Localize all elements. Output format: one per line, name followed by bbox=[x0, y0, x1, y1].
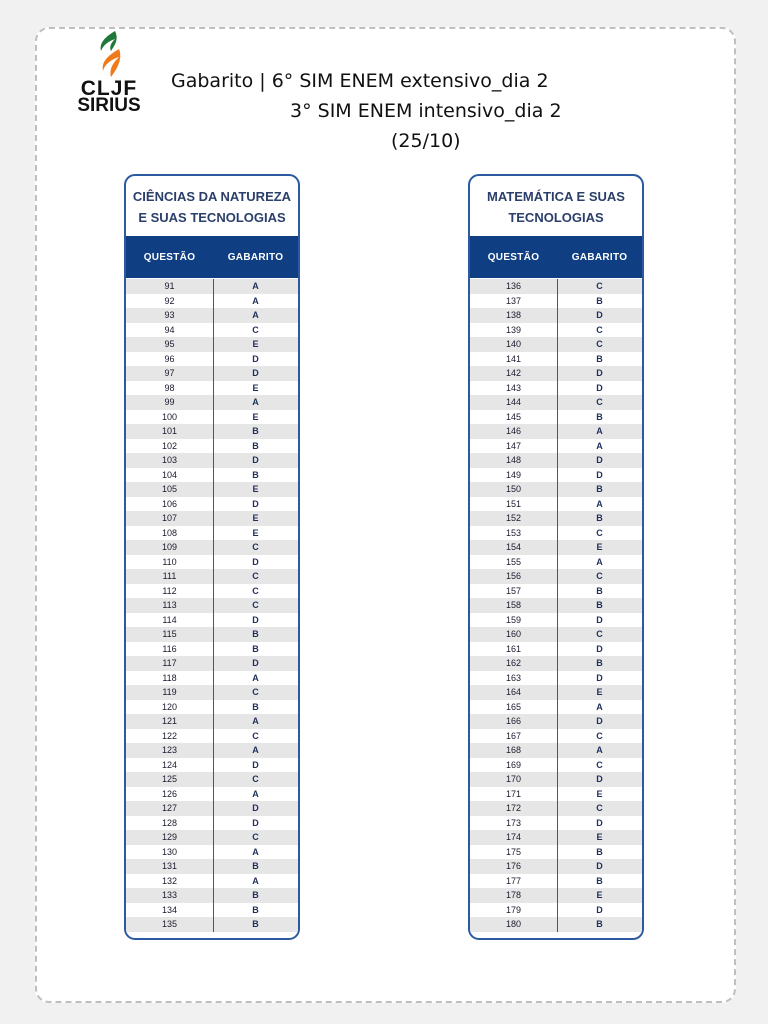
answer-letter: C bbox=[252, 600, 259, 611]
answer-letter: C bbox=[252, 687, 259, 698]
answer-letter: B bbox=[596, 484, 603, 495]
question-number: 92 bbox=[164, 295, 175, 306]
table-row bbox=[126, 830, 298, 845]
table-row bbox=[126, 439, 298, 454]
table-row bbox=[470, 671, 642, 686]
answer-letter: E bbox=[252, 527, 259, 538]
table-row bbox=[470, 743, 642, 758]
answer-letter: B bbox=[596, 411, 603, 422]
table-row bbox=[470, 772, 642, 787]
answer-letter: B bbox=[596, 658, 603, 669]
answer-letter: D bbox=[252, 614, 259, 625]
logo-text-sirius: SIRIUS bbox=[77, 95, 141, 116]
answer-letter: B bbox=[252, 861, 259, 872]
answer-letter: D bbox=[252, 353, 259, 364]
question-number: 170 bbox=[505, 774, 522, 785]
page-title-line2: 3° SIM ENEM intensivo_dia 2 bbox=[290, 100, 562, 122]
answer-letter: D bbox=[252, 498, 259, 509]
answer-letter: A bbox=[252, 745, 259, 756]
answer-letter: D bbox=[596, 643, 603, 654]
table-title-line2: TECNOLOGIAS bbox=[508, 210, 604, 225]
table-row bbox=[126, 685, 298, 700]
table-row bbox=[470, 627, 642, 642]
question-number: 157 bbox=[505, 585, 522, 596]
table-row bbox=[126, 352, 298, 367]
table-row bbox=[126, 453, 298, 468]
question-number: 119 bbox=[162, 687, 177, 698]
question-number: 102 bbox=[161, 440, 178, 451]
answer-key-sheet bbox=[35, 27, 736, 1003]
table-title-line1: MATEMÁTICA E SUAS bbox=[487, 189, 625, 204]
answer-table-matematica bbox=[468, 174, 644, 940]
question-number: 95 bbox=[164, 339, 175, 350]
question-number: 135 bbox=[161, 919, 178, 930]
answer-letter: C bbox=[252, 832, 259, 843]
answer-letter: B bbox=[596, 585, 603, 596]
table-row bbox=[470, 323, 642, 338]
answer-letter: A bbox=[596, 556, 603, 567]
question-number: 167 bbox=[505, 730, 522, 741]
question-number: 177 bbox=[505, 875, 522, 886]
question-number: 172 bbox=[505, 803, 522, 814]
table-row bbox=[470, 395, 642, 410]
answer-letter: A bbox=[596, 426, 603, 437]
answer-letter: C bbox=[596, 281, 603, 292]
table-row bbox=[126, 468, 298, 483]
answer-letter: D bbox=[252, 455, 259, 466]
answer-letter: A bbox=[596, 498, 603, 509]
answer-letter: D bbox=[252, 556, 259, 567]
table-row bbox=[470, 613, 642, 628]
question-number: 152 bbox=[505, 513, 522, 524]
question-number: 140 bbox=[505, 339, 522, 350]
answer-letter: E bbox=[252, 339, 259, 350]
table-row bbox=[470, 859, 642, 874]
question-number: 173 bbox=[505, 817, 522, 828]
answer-letter: A bbox=[596, 440, 603, 451]
question-number: 98 bbox=[164, 382, 175, 393]
answer-letter: D bbox=[596, 368, 603, 379]
column-header-gabarito: GABARITO bbox=[227, 251, 284, 263]
answer-letter: C bbox=[252, 585, 259, 596]
table-row bbox=[470, 410, 642, 425]
table-row bbox=[126, 787, 298, 802]
question-number: 156 bbox=[505, 571, 522, 582]
table-row bbox=[126, 772, 298, 787]
answer-letter: C bbox=[596, 571, 603, 582]
answer-letter: C bbox=[596, 397, 603, 408]
table-row bbox=[470, 424, 642, 439]
question-number: 121 bbox=[161, 716, 178, 727]
answer-letter: B bbox=[252, 904, 259, 915]
answer-letter: B bbox=[596, 353, 603, 364]
table-row bbox=[126, 845, 298, 860]
question-number: 113 bbox=[162, 600, 177, 611]
question-number: 105 bbox=[161, 484, 178, 495]
table-row bbox=[126, 598, 298, 613]
question-number: 99 bbox=[164, 397, 175, 408]
question-number: 118 bbox=[162, 672, 177, 683]
question-number: 168 bbox=[505, 745, 522, 756]
answer-letter: E bbox=[596, 788, 603, 799]
answer-letter: A bbox=[252, 310, 259, 321]
question-number: 117 bbox=[162, 658, 177, 669]
answer-letter: A bbox=[252, 875, 259, 886]
answer-letter: E bbox=[252, 411, 259, 422]
question-number: 164 bbox=[505, 687, 522, 698]
table-row bbox=[470, 917, 642, 932]
question-number: 93 bbox=[164, 310, 175, 321]
table-row bbox=[126, 584, 298, 599]
question-number: 126 bbox=[161, 788, 178, 799]
question-number: 166 bbox=[505, 716, 522, 727]
answer-letter: C bbox=[596, 324, 603, 335]
answer-letter: B bbox=[252, 440, 259, 451]
question-number: 132 bbox=[161, 875, 178, 886]
answer-letter: C bbox=[596, 730, 603, 741]
answer-letter: E bbox=[596, 687, 603, 698]
question-number: 143 bbox=[505, 382, 522, 393]
table-row bbox=[470, 294, 642, 309]
table-row bbox=[126, 395, 298, 410]
table-row bbox=[470, 729, 642, 744]
answer-letter: D bbox=[252, 368, 259, 379]
table-row bbox=[470, 337, 642, 352]
answer-letter: A bbox=[252, 281, 259, 292]
question-number: 171 bbox=[505, 788, 522, 799]
question-number: 165 bbox=[505, 701, 522, 712]
table-row bbox=[470, 497, 642, 512]
question-number: 180 bbox=[505, 919, 522, 930]
table-row bbox=[470, 308, 642, 323]
answer-letter: D bbox=[596, 904, 603, 915]
question-number: 97 bbox=[164, 368, 175, 379]
table-row bbox=[126, 656, 298, 671]
question-number: 154 bbox=[505, 542, 522, 553]
answer-letter: B bbox=[252, 643, 259, 654]
answer-letter: B bbox=[252, 629, 259, 640]
table-title-line2: E SUAS TECNOLOGIAS bbox=[138, 210, 286, 225]
table-row bbox=[126, 497, 298, 512]
question-number: 149 bbox=[505, 469, 522, 480]
answer-letter: D bbox=[596, 861, 603, 872]
table-row bbox=[126, 308, 298, 323]
answer-letter: C bbox=[252, 730, 259, 741]
question-number: 120 bbox=[161, 701, 178, 712]
question-number: 160 bbox=[505, 629, 522, 640]
table-row bbox=[470, 366, 642, 381]
table-row bbox=[126, 627, 298, 642]
table-row bbox=[470, 468, 642, 483]
table-row bbox=[470, 526, 642, 541]
question-number: 101 bbox=[161, 426, 178, 437]
table-row bbox=[126, 337, 298, 352]
table-row bbox=[126, 323, 298, 338]
table-row bbox=[126, 917, 298, 932]
table-row bbox=[126, 410, 298, 425]
answer-letter: D bbox=[252, 803, 259, 814]
answer-letter: A bbox=[252, 295, 259, 306]
answer-letter: C bbox=[596, 803, 603, 814]
question-number: 133 bbox=[161, 890, 178, 901]
answer-letter: A bbox=[252, 397, 259, 408]
table-row bbox=[470, 845, 642, 860]
table-row bbox=[126, 482, 298, 497]
question-number: 138 bbox=[505, 310, 522, 321]
question-number: 148 bbox=[505, 455, 522, 466]
table-row bbox=[470, 700, 642, 715]
table-title bbox=[126, 176, 298, 236]
answer-letter: B bbox=[252, 426, 259, 437]
table-row bbox=[470, 511, 642, 526]
question-number: 161 bbox=[505, 643, 522, 654]
question-number: 127 bbox=[161, 803, 178, 814]
answer-letter: E bbox=[596, 832, 603, 843]
question-number: 124 bbox=[161, 759, 178, 770]
question-number: 146 bbox=[505, 426, 522, 437]
question-number: 110 bbox=[162, 556, 177, 567]
question-number: 158 bbox=[505, 600, 522, 611]
question-number: 174 bbox=[505, 832, 522, 843]
question-number: 163 bbox=[505, 672, 522, 683]
question-number: 114 bbox=[162, 614, 177, 625]
question-number: 176 bbox=[505, 861, 522, 872]
question-number: 136 bbox=[505, 281, 522, 292]
table-row bbox=[126, 888, 298, 903]
table-row bbox=[470, 555, 642, 570]
table-row bbox=[126, 874, 298, 889]
table-row bbox=[126, 671, 298, 686]
answer-letter: D bbox=[596, 310, 603, 321]
table-row bbox=[470, 714, 642, 729]
question-number: 151 bbox=[505, 498, 522, 509]
table-row bbox=[126, 729, 298, 744]
question-number: 104 bbox=[161, 469, 178, 480]
question-number: 145 bbox=[505, 411, 522, 422]
table-row bbox=[470, 540, 642, 555]
question-number: 94 bbox=[164, 324, 175, 335]
question-number: 175 bbox=[505, 846, 522, 857]
table-row bbox=[470, 642, 642, 657]
table-row bbox=[470, 381, 642, 396]
question-number: 131 bbox=[161, 861, 178, 872]
answer-letter: E bbox=[252, 484, 259, 495]
table-row bbox=[470, 685, 642, 700]
answer-letter: A bbox=[252, 846, 259, 857]
question-number: 142 bbox=[505, 368, 522, 379]
question-number: 122 bbox=[161, 730, 178, 741]
question-number: 106 bbox=[161, 498, 178, 509]
answer-letter: B bbox=[252, 469, 259, 480]
table-row bbox=[470, 352, 642, 367]
answer-letter: E bbox=[596, 890, 603, 901]
table-row bbox=[470, 598, 642, 613]
question-number: 128 bbox=[161, 817, 178, 828]
question-number: 96 bbox=[164, 353, 175, 364]
answer-letter: B bbox=[596, 846, 603, 857]
table-row bbox=[470, 439, 642, 454]
logo-text-cljf: CLJF bbox=[80, 77, 138, 100]
answer-letter: D bbox=[596, 382, 603, 393]
answer-letter: A bbox=[596, 745, 603, 756]
answer-letter: D bbox=[596, 774, 603, 785]
table-row bbox=[126, 366, 298, 381]
question-number: 169 bbox=[505, 759, 522, 770]
answer-letter: A bbox=[252, 672, 259, 683]
table-row bbox=[126, 816, 298, 831]
question-number: 108 bbox=[161, 527, 178, 538]
answer-letter: C bbox=[252, 774, 259, 785]
answer-letter: C bbox=[596, 339, 603, 350]
table-row bbox=[470, 584, 642, 599]
question-number: 115 bbox=[162, 629, 177, 640]
answer-letter: C bbox=[596, 759, 603, 770]
answer-letter: B bbox=[596, 513, 603, 524]
table-header bbox=[126, 236, 298, 278]
question-number: 111 bbox=[162, 571, 177, 582]
column-divider bbox=[213, 279, 214, 932]
table-row bbox=[470, 888, 642, 903]
table-row bbox=[470, 874, 642, 889]
table-row bbox=[470, 569, 642, 584]
table-row bbox=[126, 743, 298, 758]
answer-table-ciencias-natureza bbox=[124, 174, 300, 940]
answer-letter: B bbox=[596, 295, 603, 306]
question-number: 125 bbox=[161, 774, 178, 785]
table-row bbox=[126, 424, 298, 439]
answer-letter: B bbox=[252, 919, 259, 930]
answer-letter: D bbox=[252, 658, 259, 669]
table-row bbox=[470, 830, 642, 845]
table-row bbox=[126, 613, 298, 628]
table-row bbox=[126, 294, 298, 309]
question-number: 107 bbox=[161, 513, 178, 524]
question-number: 123 bbox=[161, 745, 178, 756]
question-number: 144 bbox=[505, 397, 522, 408]
question-number: 159 bbox=[505, 614, 522, 625]
table-row bbox=[126, 642, 298, 657]
answer-letter: D bbox=[252, 817, 259, 828]
flame-logo-icon bbox=[89, 31, 129, 83]
table-row bbox=[470, 801, 642, 816]
table-body bbox=[126, 279, 298, 932]
column-divider bbox=[557, 279, 558, 932]
question-number: 155 bbox=[505, 556, 522, 567]
table-row bbox=[126, 540, 298, 555]
table-row bbox=[126, 511, 298, 526]
answer-letter: B bbox=[252, 701, 259, 712]
question-number: 130 bbox=[161, 846, 178, 857]
answer-letter: E bbox=[252, 382, 259, 393]
table-row bbox=[126, 714, 298, 729]
answer-letter: C bbox=[596, 629, 603, 640]
table-title-line1: CIÊNCIAS DA NATUREZA bbox=[132, 189, 292, 204]
table-title bbox=[470, 176, 642, 236]
answer-letter: C bbox=[252, 571, 259, 582]
question-number: 153 bbox=[505, 527, 522, 538]
column-header-questao: QUESTÃO bbox=[143, 251, 196, 263]
answer-letter: B bbox=[252, 890, 259, 901]
question-number: 134 bbox=[161, 904, 178, 915]
page-title-line1: Gabarito | 6° SIM ENEM extensivo_dia 2 bbox=[171, 70, 549, 92]
question-number: 103 bbox=[161, 455, 178, 466]
table-row bbox=[470, 453, 642, 468]
question-number: 141 bbox=[505, 353, 522, 364]
answer-letter: B bbox=[596, 875, 603, 886]
table-row bbox=[126, 758, 298, 773]
table-row bbox=[126, 859, 298, 874]
column-header-gabarito: GABARITO bbox=[571, 251, 628, 263]
question-number: 137 bbox=[505, 295, 522, 306]
answer-letter: D bbox=[596, 716, 603, 727]
column-header-questao: QUESTÃO bbox=[487, 251, 540, 263]
table-row bbox=[126, 555, 298, 570]
answer-letter: D bbox=[596, 614, 603, 625]
question-number: 91 bbox=[164, 281, 175, 292]
table-row bbox=[126, 903, 298, 918]
table-row bbox=[470, 279, 642, 294]
table-row bbox=[470, 816, 642, 831]
answer-letter: A bbox=[596, 701, 603, 712]
table-row bbox=[126, 526, 298, 541]
question-number: 179 bbox=[505, 904, 522, 915]
table-row bbox=[470, 758, 642, 773]
answer-letter: C bbox=[252, 542, 259, 553]
answer-letter: E bbox=[596, 542, 603, 553]
answer-letter: D bbox=[596, 672, 603, 683]
table-row bbox=[126, 569, 298, 584]
table-row bbox=[126, 700, 298, 715]
answer-letter: D bbox=[596, 469, 603, 480]
table-body bbox=[470, 279, 642, 932]
question-number: 100 bbox=[161, 411, 178, 422]
answer-letter: D bbox=[596, 817, 603, 828]
answer-letter: C bbox=[596, 527, 603, 538]
question-number: 109 bbox=[161, 542, 178, 553]
table-row bbox=[126, 801, 298, 816]
cljf-sirius-logo bbox=[71, 31, 147, 121]
question-number: 139 bbox=[505, 324, 522, 335]
question-number: 116 bbox=[162, 643, 177, 654]
table-row bbox=[470, 656, 642, 671]
question-number: 147 bbox=[505, 440, 522, 451]
table-row bbox=[470, 787, 642, 802]
answer-letter: B bbox=[596, 600, 603, 611]
answer-letter: B bbox=[596, 919, 603, 930]
answer-letter: A bbox=[252, 788, 259, 799]
answer-letter: E bbox=[252, 513, 259, 524]
table-row bbox=[126, 279, 298, 294]
answer-letter: D bbox=[252, 759, 259, 770]
answer-letter: A bbox=[252, 716, 259, 727]
page-title-date: (25/10) bbox=[391, 130, 461, 152]
table-row bbox=[126, 381, 298, 396]
answer-letter: C bbox=[252, 324, 259, 335]
question-number: 150 bbox=[505, 484, 522, 495]
question-number: 178 bbox=[505, 890, 522, 901]
question-number: 112 bbox=[162, 585, 177, 596]
table-row bbox=[470, 482, 642, 497]
question-number: 162 bbox=[505, 658, 522, 669]
table-row bbox=[470, 903, 642, 918]
answer-letter: D bbox=[596, 455, 603, 466]
question-number: 129 bbox=[161, 832, 178, 843]
table-header bbox=[470, 236, 642, 278]
